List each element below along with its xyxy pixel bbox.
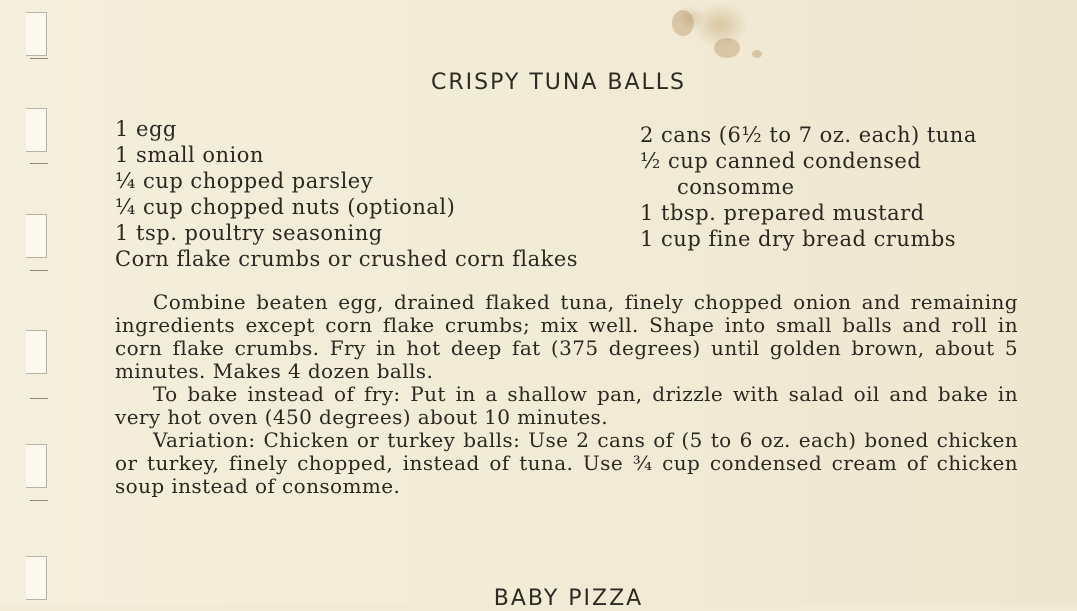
binding-mark (30, 398, 48, 399)
ingredient: ¼ cup chopped parsley (115, 169, 374, 193)
stain (672, 10, 694, 36)
binding-hole (26, 214, 47, 258)
directions (115, 291, 1018, 498)
binding-hole (26, 444, 47, 488)
direction-paragraph (115, 429, 1018, 498)
direction-text: To bake instead of fry: Put in a shallow pan, drizzle with salad oil and bake in very hot oven (450 degrees) about 10 minutes. (115, 382, 1018, 429)
recipe-title: CRISPY TUNA BALLS (431, 70, 686, 95)
ingredient: 1 small onion (115, 143, 264, 167)
stain (752, 50, 762, 58)
ingredient: 1 tbsp. prepared mustard (640, 201, 925, 225)
ingredient: 1 tsp. poultry seasoning (115, 221, 383, 245)
ingredient: 2 cans (6½ to 7 oz. each) tuna (640, 123, 977, 147)
binding-mark (30, 58, 48, 59)
ingredient: ¼ cup chopped nuts (optional) (115, 195, 456, 219)
next-recipe-title: BABY PIZZA (493, 586, 644, 611)
ingredient-continued: consomme (677, 175, 795, 199)
ingredients-right (640, 122, 977, 252)
direction-text: Combine beaten egg, drained flaked tuna, finely chopped onion and remaining ingredients except corn flake crumbs; mix well. Shape into small balls and roll in corn flake crumbs. Fry in hot deep fat (375 degrees) until golden brown, about 5 minutes. Makes 4 dozen balls. (115, 290, 1018, 383)
direction-paragraph (115, 383, 1018, 429)
binding-hole (26, 330, 47, 374)
binding-mark (30, 163, 48, 164)
ingredient: Corn flake crumbs or crushed corn flakes (115, 247, 579, 271)
stain (714, 38, 740, 58)
binding-mark (30, 500, 48, 501)
ingredients-left (115, 116, 578, 272)
direction-paragraph (115, 291, 1018, 383)
binding-hole (26, 108, 47, 152)
ingredient: ½ cup canned condensed (640, 149, 922, 173)
binding-hole (26, 12, 47, 56)
direction-text: Variation: Chicken or turkey balls: Use 2 cans of (5 to 6 oz. each) boned chicken or turkey, finely chopped, instead of tuna. Use ¾ cup condensed cream of chicken soup instead of consomme. (115, 428, 1018, 498)
binding-mark (30, 270, 48, 271)
ingredient: 1 cup fine dry bread crumbs (640, 227, 957, 251)
ingredient: 1 egg (115, 117, 177, 141)
